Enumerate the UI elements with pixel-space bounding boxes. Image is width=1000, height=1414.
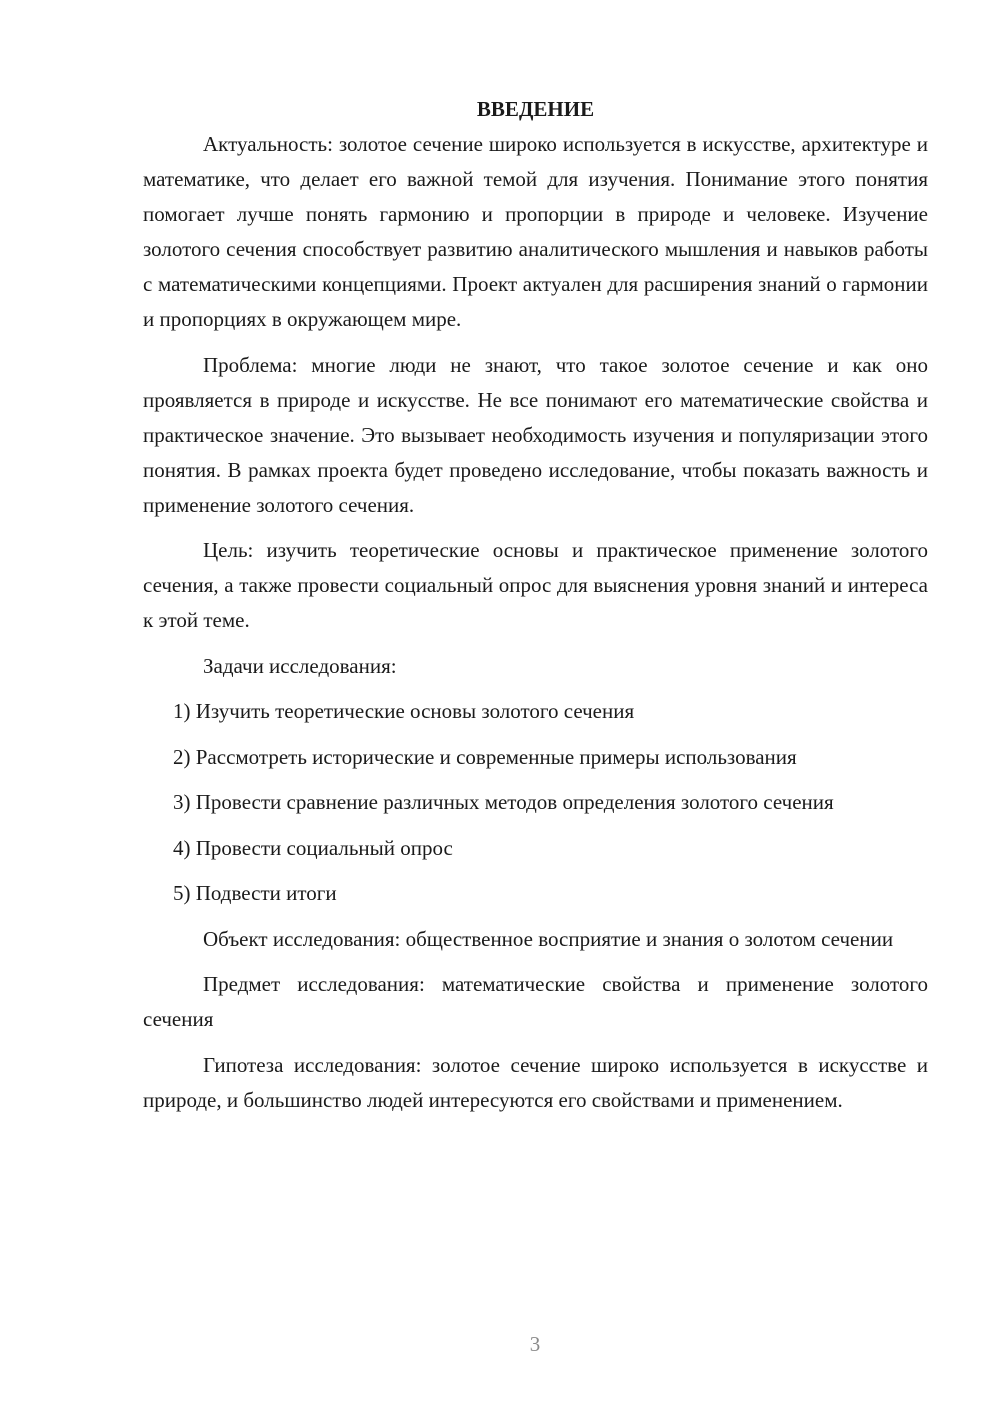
section-heading: ВВЕДЕНИЕ: [476, 97, 595, 121]
goal-paragraph: Цель: изучить теоретические основы и практическое применение золотого сечения, а также провести социальный опрос для выяснения уровня знаний и интереса к этой теме.: [143, 538, 928, 632]
task-item-2: 2) Рассмотреть исторические и современные примеры использования: [173, 744, 797, 769]
task-item-3: 3) Провести сравнение различных методов определения золотого сечения: [173, 790, 834, 814]
subject-paragraph: Предмет исследования: математические свойства и применение золотого сечения: [143, 972, 928, 1031]
document-page: [143, 92, 928, 1128]
task-item-4: 4) Провести социальный опрос: [173, 835, 453, 860]
tasks-intro: Задачи исследования:: [203, 653, 397, 678]
relevance-paragraph: Актуальность: золотое сечение широко используется в искусстве, архитектуре и математике, что делает его важной темой для изучения. Понимание этого понятия помогает лучше понять гармонию и пропорции в природе и человеке. Изучение золотого сечения способствует развитию аналитического мышления и навыков работы с математическими концепциями. Проект актуален для расширения знаний о гармонии и пропорциях в окружающем мире.: [143, 132, 928, 331]
problem-paragraph: Проблема: многие люди не знают, что такое золотое сечение и как оно проявляется в природе и искусстве. Не все понимают его математические свойства и практическое значение. Это вызывает необходимость изучения и популяризации этого понятия. В рамках проекта будет проведено исследование, чтобы показать важность и применение золотого сечения.: [143, 352, 928, 517]
hypothesis-paragraph: Гипотеза исследования: золотое сечение широко используется в искусстве и природе, и большинство людей интересуются его свойствами и применением.: [143, 1052, 928, 1112]
object-paragraph: Объект исследования: общественное восприятие и знания о золотом сечении: [203, 926, 894, 951]
task-item-1: 1) Изучить теоретические основы золотого сечения: [173, 699, 635, 723]
page-number: 3: [529, 1332, 541, 1356]
task-item-5: 5) Подвести итоги: [173, 881, 337, 905]
